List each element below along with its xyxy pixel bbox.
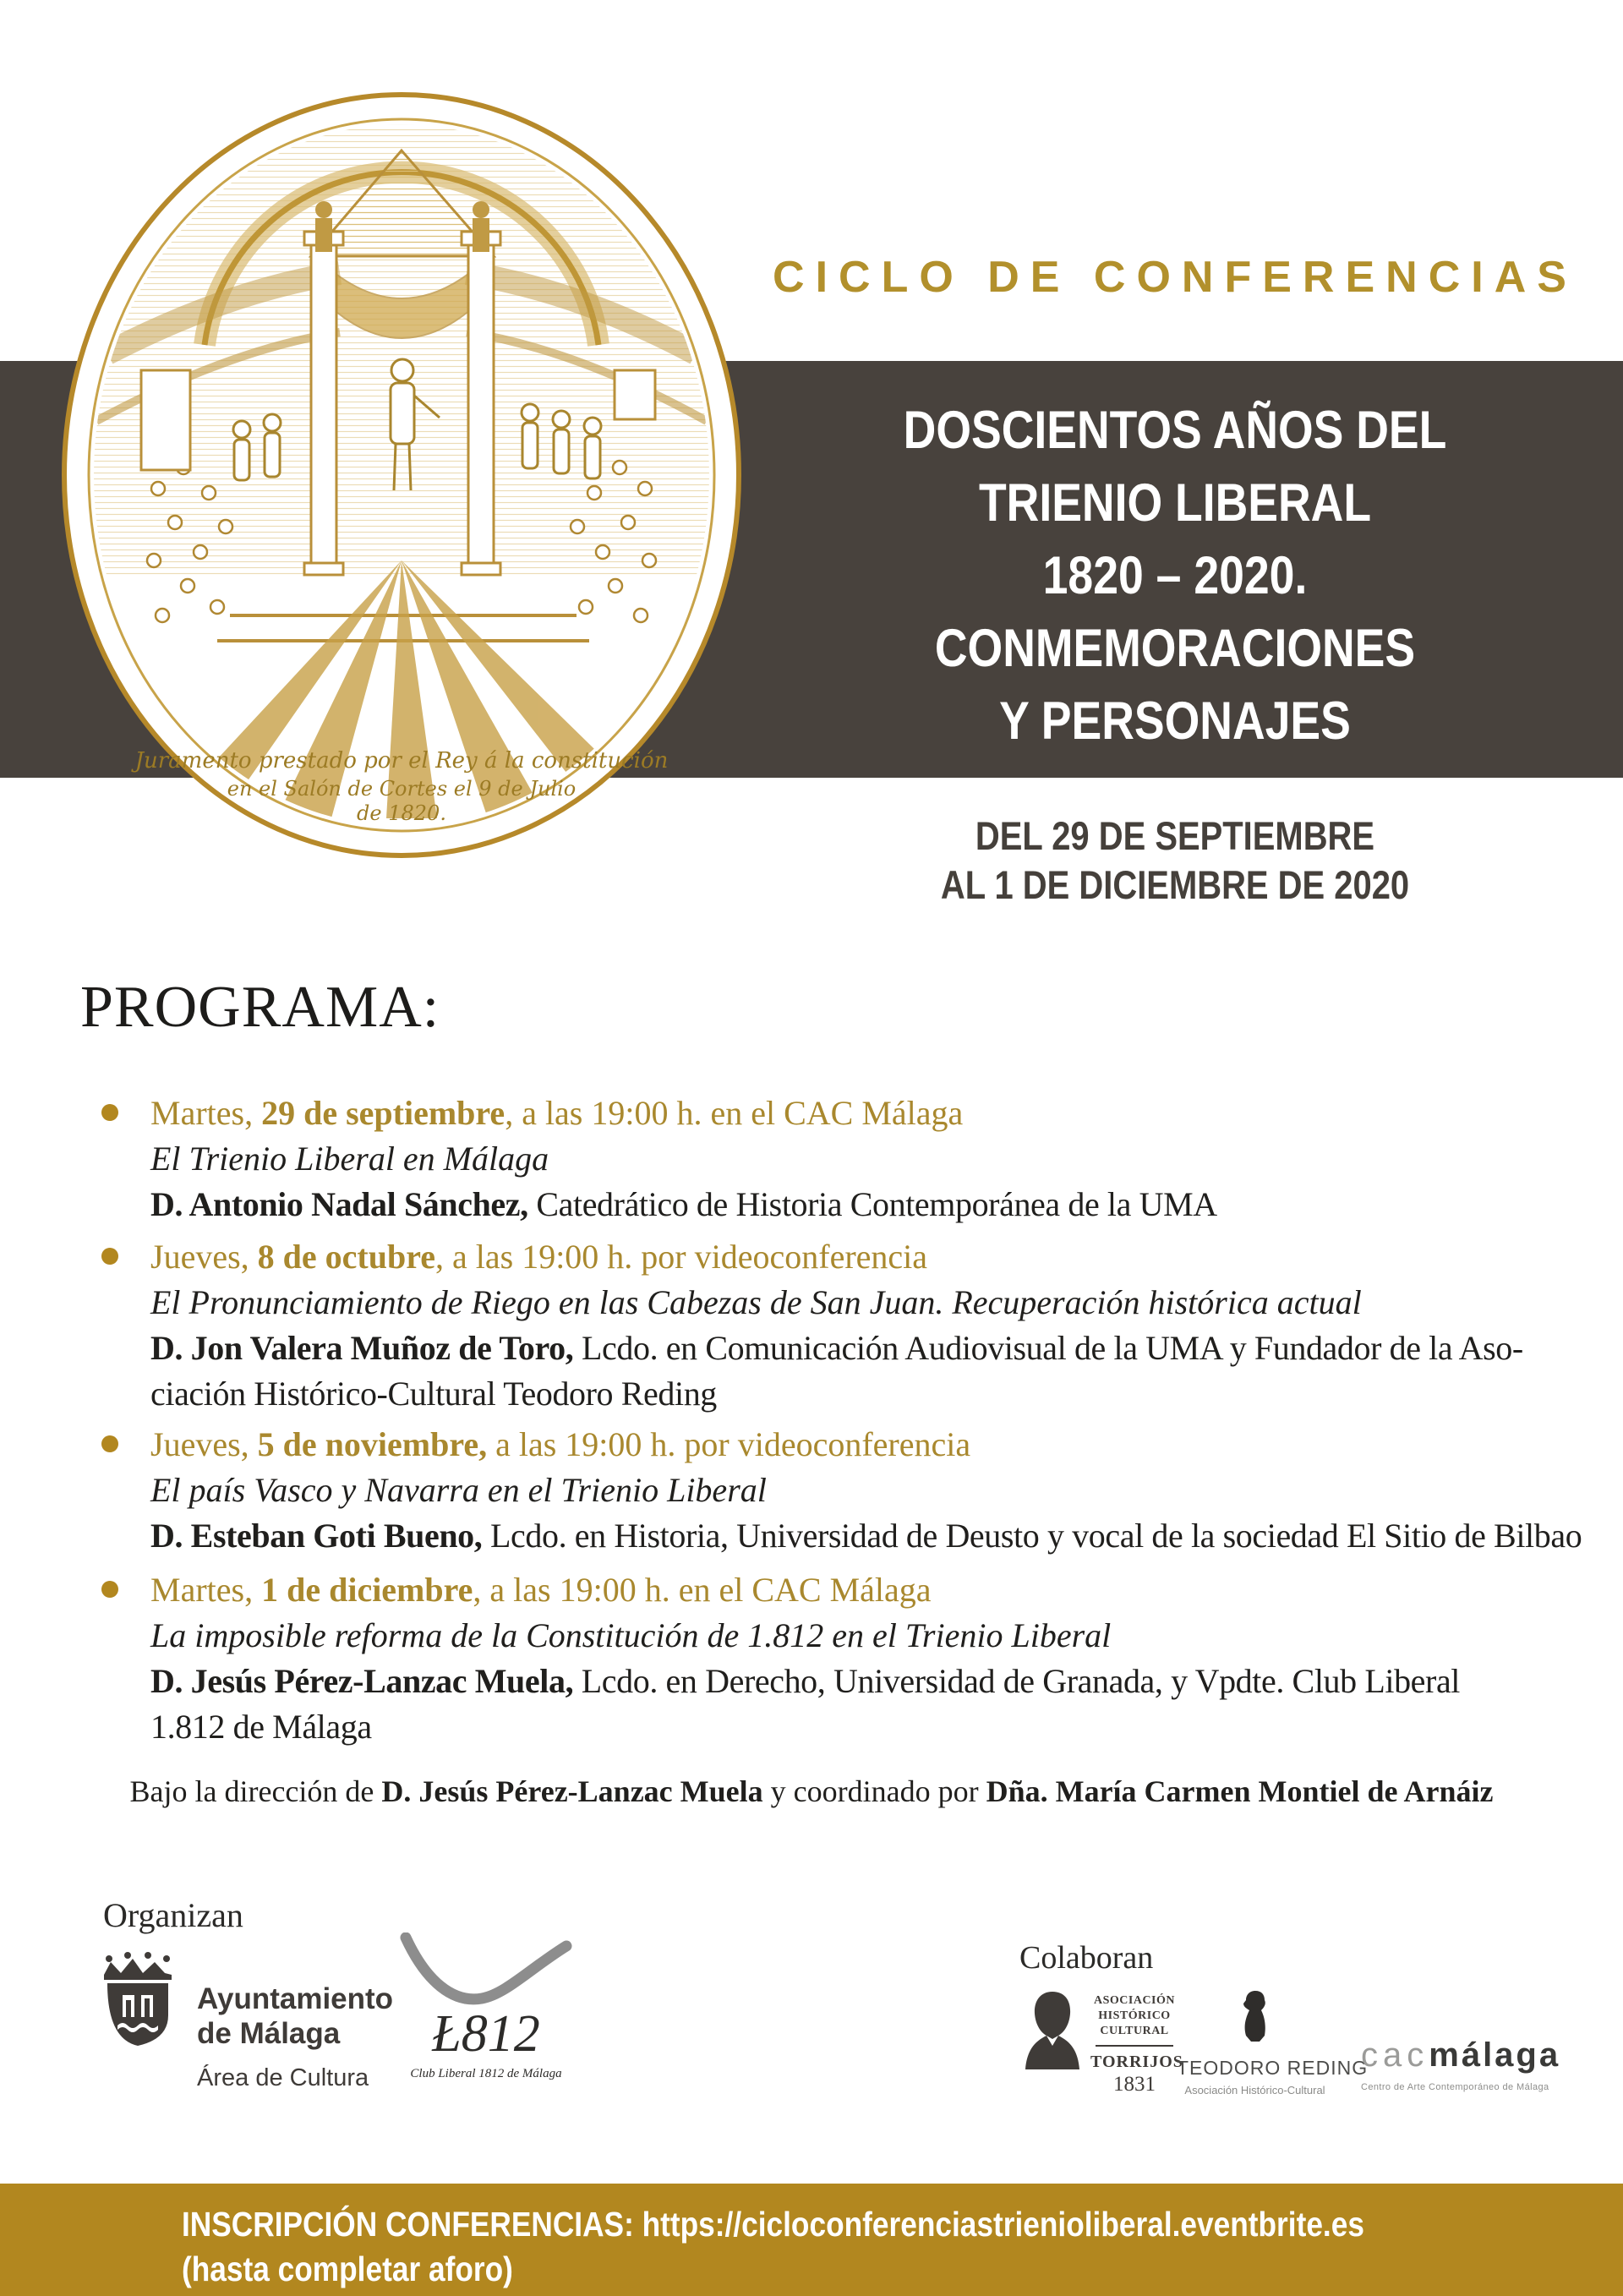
ayuntamiento-name-line2: de Málaga (197, 2017, 341, 2050)
torrijos-assoc-line3: CULTURAL (1100, 2025, 1169, 2037)
event-title: La imposible reforma de la Constitución de 1.812 en el Trienio Liberal (150, 1616, 1112, 1654)
series-title: CICLO DE CONFERENCIAS (773, 253, 1577, 302)
torrijos-1831-logo (1021, 1987, 1183, 2096)
reding-subtitle: Asociación Histórico-Cultural (1184, 2084, 1325, 2096)
torrijos-name: TORRIJOS (1090, 2053, 1183, 2071)
constitution-oath-engraving-icon (61, 91, 742, 859)
torrijos-year: 1831 (1113, 2073, 1156, 2096)
reding-silhouette-icon (1236, 1990, 1275, 2042)
engraving-caption-line3: de 1820. (357, 801, 446, 825)
headline-line: Y PERSONAJES (999, 692, 1351, 751)
registration-band (0, 2184, 1623, 2296)
teodoro-reding-logo (1177, 1990, 1369, 2096)
bullet-icon (101, 1104, 118, 1121)
program-item-1 (150, 1091, 1587, 1227)
date-range-line: DEL 29 DE SEPTIEMBRE (975, 813, 1375, 858)
headline-line: 1820 – 2020. (1042, 546, 1308, 605)
event-speaker: D. Jesús Pérez-Lanzac Muela, Lcdo. en Derecho, Universidad de Granada, y Vpdte. Club Liberal (150, 1662, 1461, 1700)
bullet-icon (101, 1248, 118, 1265)
date-range (809, 812, 1542, 910)
program-item-3 (150, 1422, 1587, 1559)
event-date-line: Martes, 29 de septiembre, a las 19:00 h. en el CAC Málaga (150, 1094, 964, 1132)
club-liberal-1812-logo (389, 1932, 583, 2081)
l812-subtitle: Club Liberal 1812 de Málaga (410, 2067, 562, 2080)
headline-line: DOSCIENTOS AÑOS DEL (903, 401, 1447, 460)
l812-logotype: Ł812 (432, 2005, 540, 2063)
engraving-caption-line2: en el Salón de Cortes el 9 de Julio (227, 777, 577, 801)
event-date-line: Jueves, 8 de octubre, a las 19:00 h. por videoconferencia (150, 1238, 928, 1276)
registration-url: https://cicloconferenciastrienioliberal.eventbrite.es (633, 2205, 1364, 2244)
torrijos-portrait-icon (1021, 1987, 1084, 2078)
bullet-icon (101, 1435, 118, 1452)
collaborators-label: Colaboran (1019, 1940, 1154, 1976)
event-speaker: D. Esteban Goti Bueno, Lcdo. en Historia, Universidad de Deusto y vocal de la sociedad El Sitio de Bilbao (150, 1517, 1582, 1555)
poster-headline (809, 394, 1542, 757)
event-title: El país Vasco y Navarra en el Trienio Liberal (150, 1471, 767, 1509)
registration-line2: (hasta completar aforo) (182, 2250, 513, 2288)
cacmalaga-logo (1361, 2037, 1564, 2092)
event-speaker: D. Antonio Nadal Sánchez, Catedrático de Historia Contemporánea de la UMA (150, 1185, 1217, 1223)
event-date-line: Jueves, 5 de noviembre, a las 19:00 h. por videoconferencia (150, 1425, 971, 1463)
l812-swoosh-icon (397, 1932, 575, 2007)
ayuntamiento-area: Área de Cultura (197, 2064, 369, 2091)
cacmalaga-logotype: cacmálaga (1361, 2036, 1561, 2074)
divider (1096, 2045, 1173, 2047)
bullet-icon (101, 1581, 118, 1598)
headline-line: TRIENIO LIBERAL (978, 473, 1372, 533)
engraving-caption-line1: Juramento prestado por el Rey á la constitución (134, 748, 669, 774)
registration-text (0, 2184, 1396, 2292)
registration-label: INSCRIPCIÓN CONFERENCIAS: (182, 2205, 634, 2244)
date-range-line: AL 1 DE DICIEMBRE DE 2020 (940, 862, 1410, 907)
torrijos-text (1090, 1987, 1183, 2096)
malaga-coat-of-arms-icon (99, 1951, 177, 2051)
ayuntamiento-name-line1: Ayuntamiento (197, 1982, 394, 2015)
headline-line: CONMEMORACIONES (934, 619, 1416, 678)
torrijos-assoc-line2: HISTÓRICO (1098, 2009, 1171, 2022)
torrijos-assoc-line1: ASOCIACIÓN (1093, 1994, 1175, 2007)
event-speaker: D. Jon Valera Muñoz de Toro, Lcdo. en Comunicación Audiovisual de la UMA y Fundador de la Aso- (150, 1329, 1523, 1367)
reding-name: TEODORO REDING (1177, 2057, 1369, 2079)
event-title: El Trienio Liberal en Málaga (150, 1140, 549, 1178)
program-item-4 (150, 1567, 1587, 1750)
event-speaker-continuation: ciación Histórico-Cultural Teodoro Reding (150, 1375, 717, 1413)
program-heading: PROGRAMA: (80, 975, 440, 1040)
event-speaker-continuation: 1.812 de Málaga (150, 1708, 372, 1746)
ayuntamiento-malaga-logo (99, 1951, 393, 2092)
event-date-line: Martes, 1 de diciembre, a las 19:00 h. en el CAC Málaga (150, 1571, 932, 1609)
cacmalaga-subtitle: Centro de Arte Contemporáneo de Málaga (1361, 2082, 1549, 2092)
direction-credit: Bajo la dirección de D. Jesús Pérez-Lanzac Muela y coordinado por Dña. María Carmen Montiel de Arnáiz (129, 1774, 1494, 1808)
event-title: El Pronunciamiento de Riego en las Cabezas de San Juan. Recuperación histórica actual (150, 1283, 1362, 1321)
registration-line1 (182, 2202, 1396, 2247)
engraving-illustration (61, 91, 742, 859)
program-item-2 (150, 1234, 1587, 1417)
ayuntamiento-text (197, 1951, 393, 2092)
organizers-label: Organizan (103, 1896, 243, 1934)
program-list (150, 1091, 1587, 1750)
